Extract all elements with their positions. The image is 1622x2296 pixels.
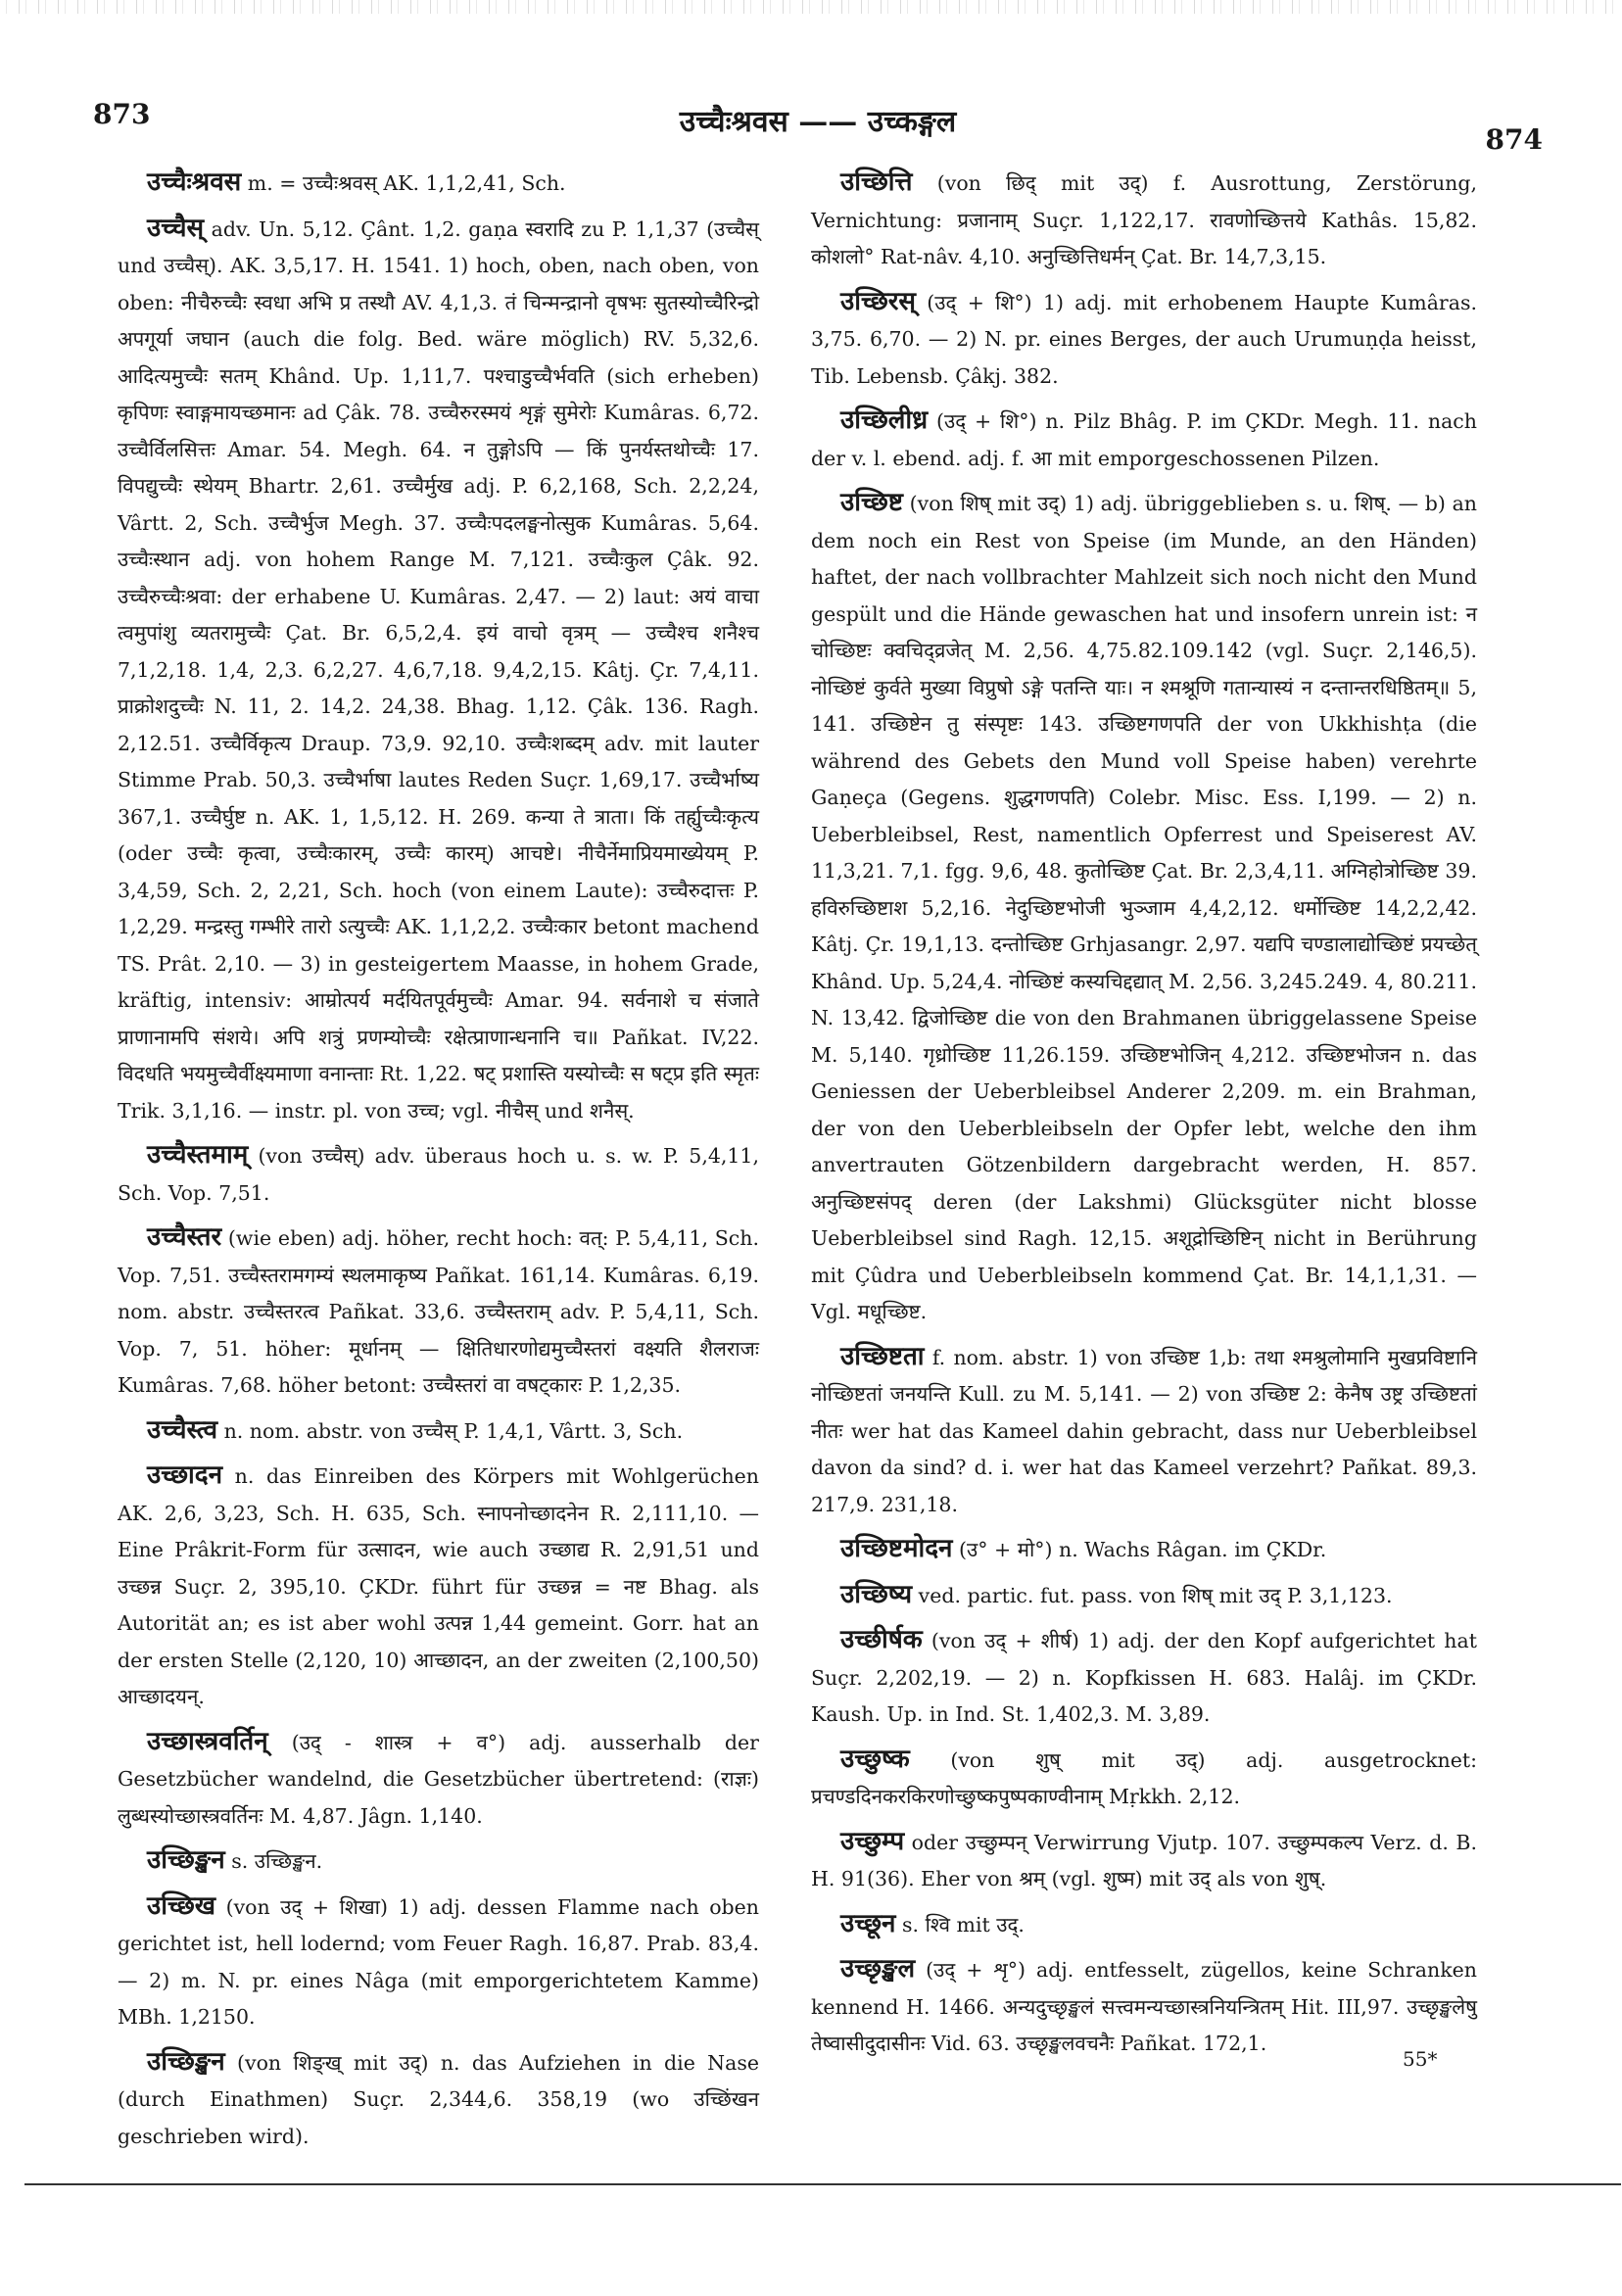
entry-headword: उच्छृङ्खल bbox=[840, 1954, 916, 1984]
dictionary-entry bbox=[811, 1339, 1477, 1524]
dictionary-entry bbox=[118, 1889, 759, 2036]
entry-headword: उच्चैःश्रवस bbox=[147, 167, 242, 197]
entry-headword: उच्छिष्य bbox=[840, 1579, 913, 1609]
dictionary-entry bbox=[118, 1842, 759, 1881]
dictionary-entry bbox=[811, 1824, 1477, 1898]
dictionary-entry bbox=[118, 1458, 759, 1716]
entry-headword: उच्छून bbox=[840, 1908, 896, 1938]
scan-artifact-strip bbox=[0, 0, 1622, 14]
entry-definition: (उद् + शृ°) adj. entfesselt, zügellos, keine Schranken kennend H. 1466. अन्यदुच्छृङ्खलं सत्त्वमन्यच्छास्त्रनियन्त्रितम् Hit. III,97. उच्छृङ्खलेषु तेष्वासीदुदासीनः Vid. 63. उच्छृङ्खलवचनैः Pañkat. 172,1. bbox=[811, 1958, 1477, 2055]
entry-headword: उच्छित्ति bbox=[840, 167, 913, 197]
entry-headword: उच्छिङ्खन bbox=[147, 1845, 225, 1875]
entry-definition: (उद् - शास्त्र + व°) adj. ausserhalb der Gesetzbücher wandelnd, die Gesetzbücher übertretend: (राज्ञः) लुब्धस्योच्छास्त्रवर्तिनः M. 4,87. Jâgn. 1,140. bbox=[118, 1730, 759, 1828]
page-header bbox=[93, 94, 1543, 156]
running-head: उच्चैःश्रवस —— उच्कङ्गल bbox=[679, 105, 957, 139]
entry-headword: उच्चैस् bbox=[147, 213, 205, 243]
entry-headword: उच्छिष्टता bbox=[840, 1341, 925, 1371]
entry-headword: उच्छिख bbox=[147, 1890, 216, 1921]
entry-definition: (von शुष् mit उद्) adj. ausgetrocknet: प्रचण्डदिनकरकिरणोच्छुष्कपुष्पकाण्वीनाम् Mṛkkh. 2,12. bbox=[811, 1747, 1477, 1808]
right-page-number: 874 bbox=[1485, 123, 1543, 156]
entry-definition: s. श्वि mit उद्. bbox=[902, 1912, 1025, 1937]
dictionary-entry bbox=[118, 1724, 759, 1836]
entry-headword: उच्चैस्त्व bbox=[147, 1414, 218, 1445]
entry-headword: उच्छीर्षक bbox=[840, 1625, 923, 1654]
entry-definition: (von उद् + शिखा) 1) adj. dessen Flamme nach oben gerichtet ist, hell lodernd; vom Feuer Ragh. 16,87. Prab. 83,4. — 2) m. N. pr. eines Nâga (mit emporgerichtetem Kamme) MBh. 1,2150. bbox=[118, 1894, 759, 2029]
dictionary-entry bbox=[811, 1531, 1477, 1569]
entry-definition: (उ° + मो°) n. Wachs Râgan. im ÇKDr. bbox=[959, 1538, 1327, 1561]
entry-headword: उच्छिङ्खन bbox=[147, 2046, 225, 2077]
entry-headword: उच्छिलीध्र bbox=[840, 406, 929, 435]
entry-definition: n. das Einreiben des Körpers mit Wohlgerüchen AK. 2,6, 3,23, Sch. H. 635, Sch. स्नापनोच्छादनेन R. 2,111,10. — Eine Prâkrit-Form für उत्सादन, wie auch उच्छाद्य R. 2,91,51 und उच्छन्न Suçr. 2, 395,10. ÇKDr. führt für उच्छन्न = नष्ट Bhag. als Autorität an; es ist aber wohl उत्पन्न 1,44 gemeint. Gorr. hat an der ersten Stelle (2,120, 10) आच्छादन, an der zweiten (2,100,50) आच्छादयन्. bbox=[118, 1464, 759, 1708]
signature-mark: 55* bbox=[1403, 2047, 1438, 2071]
dictionary-entry bbox=[118, 2044, 759, 2156]
entry-definition: oder उच्छुम्पन् Verwirrung Vjutp. 107. उच्छुम्पकल्प Verz. d. B. H. 91(36). Eher von श्रम् (vgl. शुष्म) mit उद् als von शुष्. bbox=[811, 1830, 1477, 1890]
dictionary-entry bbox=[811, 284, 1477, 396]
entry-definition: ved. partic. fut. pass. von शिष् mit उद् P. 3,1,123. bbox=[918, 1583, 1393, 1607]
entry-definition: (von उद् + शीर्ष) 1) adj. der den Kopf aufgerichtet hat Suçr. 2,202,19. — 2) n. Kopfkissen H. 683. Halâj. im ÇKDr. Kaush. Up. in Ind. St. 1,402,3. M. 3,89. bbox=[811, 1629, 1477, 1726]
entry-definition: (उद् + शि°) 1) adj. mit erhobenem Haupte Kumâras. 3,75. 6,70. — 2) N. pr. eines Berges, der auch Urumuṇḍa heisst, Tib. Lebensb. Çâkj. 382. bbox=[811, 290, 1477, 388]
entry-definition: (von छिद् mit उद्) f. Ausrottung, Zerstörung, Vernichtung: प्रजानाम् Suçr. 1,122,17. रावणोच्छित्तये Kathâs. 15,82. कोशलो° Rat-nâv. 4,10. अनुच्छित्तिधर्मन् Çat. Br. 14,7,3,15. bbox=[811, 171, 1477, 268]
entry-headword: उच्छिष्टमोदन bbox=[840, 1534, 953, 1563]
dictionary-entry bbox=[118, 1412, 759, 1451]
entry-headword: उच्छिरस् bbox=[840, 286, 916, 316]
dictionary-entry bbox=[811, 485, 1477, 1331]
entry-definition: s. उच्छिङ्खन. bbox=[231, 1849, 323, 1873]
entry-definition: (von शिष् mit उद्) 1) adj. übriggeblieben s. u. शिष्. — b) an dem noch ein Rest von Speise (im Munde, an den Händen) haftet, der nach vollbrachter Mahlzeit sich noch nicht den Mund gespült und die Hände gewaschen hat und insofern unrein ist: न चोच्छिष्टः क्वचिद्व्रजेत् M. 2,56. 4,75.82.109.142 (vgl. Suçr. 2,146,5). नोच्छिष्टं कुर्वते मुख्या विप्रुषो ऽङ्गे पतन्ति याः। न श्मश्रूणि गतान्यास्यं न दन्तान्तरधिष्ठितम्॥ 5, 141. उच्छिष्टेन तु संस्पृष्टः 143. उच्छिष्टगणपति der von Ukkhishṭa (die während des Gebets den Mund voll Speise haben) verehrte Gaṇeça (Gegens. शुद्धगणपति) Colebr. Misc. Ess. I,199. — 2) n. Ueberbleibsel, Rest, namentlich Opferrest und Speiserest AV. 11,3,21. 7,1. fgg. 9,6, 48. कुतोच्छिष्ट Çat. Br. 2,3,4,11. अग्निहोत्रोच्छिष्ट 39. हविरुच्छिष्टाश 5,2,16. नेदुच्छिष्टभोजी भुञ्जाम 4,4,2,12. धर्मोच्छिष्ट 14,2,2,42. Kâtj. Çr. 19,1,13. दन्तोच्छिष्ट Grhjasangr. 2,97. यद्यपि चण्डालाद्योच्छिष्टं प्रयच्छेत् Khând. Up. 5,24,4. नोच्छिष्टं कस्यचिद्दद्यात् M. 2,56. 3,245.249. 4, 80.211. N. 13,42. द्विजोच्छिष्ट die von den Brahmanen übriggelassene Speise M. 5,140. गृध्रोच्छिष्ट 11,26.159. उच्छिष्टभोजिन् 4,212. उच्छिष्टभोजन n. das Geniessen der Ueberbleibsel Anderer 2,209. m. ein Brahman, der von den Ueberbleibseln der Opfer lebt, welche den ihm anvertrauten Götzenbildern dargebracht werden, H. 857. अनुच्छिष्टसंपद् deren (der Lakshmi) Glücksgüter nicht blosse Ueberbleibsel sind Ragh. 12,15. अशूद्रोच्छिष्टिन् nicht in Berührung mit Çûdra und Ueberbleibseln kommend Çat. Br. 14,1,1,31. — Vgl. मधूच्छिष्ट. bbox=[811, 492, 1477, 1323]
entry-definition: m. = उच्चैःश्रवस् AK. 1,1,2,41, Sch. bbox=[247, 171, 566, 195]
entry-definition: (von उच्चैस्) adv. überaus hoch u. s. w. P. 5,4,11, Sch. Vop. 7,51. bbox=[118, 1144, 759, 1205]
entry-headword: उच्छादन bbox=[147, 1460, 223, 1490]
dictionary-entry bbox=[811, 165, 1477, 276]
entry-headword: उच्चैस्तर bbox=[147, 1222, 222, 1252]
dictionary-entry bbox=[118, 211, 759, 1130]
entry-headword: उच्चैस्तमाम् bbox=[147, 1140, 249, 1170]
entry-headword: उच्छास्त्रवर्तिन् bbox=[147, 1726, 268, 1756]
dictionary-entry bbox=[811, 403, 1477, 477]
dictionary-entry bbox=[811, 1742, 1477, 1816]
entry-definition: (उद् + शि°) n. Pilz Bhâg. P. im ÇKDr. Megh. 11. nach der v. l. ebend. adj. f. आ mit emporgeschossenen Pilzen. bbox=[811, 409, 1477, 470]
dictionary-entry bbox=[118, 165, 759, 203]
left-column bbox=[118, 165, 759, 2163]
dictionary-entry bbox=[811, 1906, 1477, 1944]
bottom-rule bbox=[24, 2183, 1621, 2185]
entry-definition: f. nom. abstr. 1) von उच्छिष्ट 1,b: तथा श्मश्रुलोमानि मुखप्रविष्टानि नोच्छिष्टतां जनयन्ति Kull. zu M. 5,141. — 2) von उच्छिष्ट 2: केनैष उष्ट्र उच्छिष्टतां नीतः wer hat das Kameel dahin gebracht, dass nur Ueberbleibsel davon da sind? d. i. wer hat das Kameel verzehrt? Pañkat. 89,3. 217,9. 231,18. bbox=[811, 1345, 1477, 1516]
entry-headword: उच्छिष्ट bbox=[840, 488, 903, 517]
entry-definition: (wie eben) adj. höher, recht hoch: वत्: P. 5,4,11, Sch. Vop. 7,51. उच्चैस्तरामगम्यं स्थलमाकृष्य Pañkat. 161,14. Kumâras. 6,19. nom. abstr. उच्चैस्तरत्व Pañkat. 33,6. उच्चैस्तराम् adv. P. 5,4,11, Sch. Vop. 7, 51. höher: मूर्धानम् — क्षितिधारणोद्यमुच्चैस्तरां वक्ष्यति शैलराजः Kumâras. 7,68. höher betont: उच्चैस्तरां वा वषट्कारः P. 1,2,35. bbox=[118, 1226, 759, 1397]
dictionary-entry bbox=[118, 1220, 759, 1405]
left-page-number: 873 bbox=[93, 98, 151, 130]
entry-definition: n. nom. abstr. von उच्चैस् P. 1,4,1, Vârtt. 3, Sch. bbox=[223, 1418, 684, 1443]
entry-headword: उच्छुष्क bbox=[840, 1744, 910, 1774]
entry-definition: (von शिङ्ख् mit उद्) n. das Aufziehen in die Nase (durch Einathmen) Suçr. 2,344,6. 358,19 (wo उच्छिंखन geschrieben wird). bbox=[118, 2050, 759, 2148]
dictionary-entry bbox=[811, 1577, 1477, 1615]
dictionary-entry bbox=[811, 1951, 1477, 2063]
dictionary-entry bbox=[811, 1622, 1477, 1734]
dictionary-entry bbox=[118, 1137, 759, 1212]
entry-definition: adv. Un. 5,12. Çânt. 1,2. gaṇa स्वरादि zu P. 1,1,37 (उच्चैस् und उच्चैस्). AK. 3,5,17. H. 1541. 1) hoch, oben, nach oben, von oben: नीचैरुच्चैः स्वधा अभि प्र तस्थौ AV. 4,1,3. तं चिन्मन्द्रानो वृषभः सुतस्योच्चैरिन्द्रो अपगूर्या जघान (auch die folg. Bed. wäre möglich) RV. 5,32,6. आदित्यमुच्चैः सतम् Khând. Up. 1,11,7. पश्चाडुच्चैर्भवति (sich erheben) कृपिणः स्वाङ्गमायच्छमानः ad Çâk. 78. उच्चैरुरस्मयं शृङ्गं सुमेरोः Kumâras. 6,72. उच्चैर्विलसित्तः Amar. 54. Megh. 64. न तुङ्गोऽपि — किं पुनर्यस्तथोच्चैः 17. विपद्युच्चैः स्थेयम् Bhartr. 2,61. उच्चैर्मुख adj. P. 6,2,168, Sch. 2,2,24, Vârtt. 2, Sch. उच्चैर्भुज Megh. 37. उच्चैःपदलङ्घनोत्सुक Kumâras. 5,64. उच्चैःस्थान adj. von hohem Range M. 7,121. उच्चैःकुल Çâk. 92. उच्चैरुच्चैःश्रवा: der erhabene U. Kumâras. 2,47. — 2) laut: अयं वाचा त्वमुपांशु व्यतरामुच्चैः Çat. Br. 6,5,2,4. इयं वाचो वृत्रम् — उच्चैश्च शनैश्च 7,1,2,18. 1,4, 2,3. 6,2,27. 4,6,7,18. 9,4,2,15. Kâtj. Çr. 7,4,11. प्राक्रोशदुच्चैः N. 11, 2. 14,2. 24,38. Bhag. 1,12. Çâk. 136. Ragh. 2,12.51. उच्चैर्विकृत्य Draup. 73,9. 92,10. उच्चैःशब्दम् adv. mit lauter Stimme Prab. 50,3. उच्चैर्भाषा lautes Reden Suçr. 1,69,17. उच्चैर्भाष्य 367,1. उच्चैर्घुष्ट n. AK. 1, 1,5,12. H. 269. कन्या ते त्राता। किं तर्ह्युच्चैःकृत्य (oder उच्चैः कृत्वा, उच्चैःकारम्, उच्चैः कारम्) आचष्टे। नीचैर्नेमाप्रियमाख्येयम् P. 3,4,59, Sch. 2, 2,21, Sch. hoch (von einem Laute): उच्चैरुदात्तः P. 1,2,29. मन्द्रस्तु गम्भीरे तारो ऽत्युच्चैः AK. 1,1,2,2. उच्चैःकार betont machend TS. Prât. 2,10. — 3) in gesteigertem Maasse, in hohem Grade, kräftig, intensiv: आम्रोत्पर्य मर्दयितपूर्वमुच्चैः Amar. 94. सर्वनाशे च संजाते प्राणानामपि संशये। अपि शत्रुं प्रणम्योच्चैः रक्षेत्प्राणान्धनानि च॥ Pañkat. IV,22. विदधति भयमुच्चैर्वीक्ष्यमाणा वनान्ताः Rt. 1,22. षट् प्रशास्ति यस्योच्चैः स षट्प्र इति स्मृतः Trik. 3,1,16. — instr. pl. von उच्च; vgl. नीचैस् und शनैस्. bbox=[118, 216, 759, 1123]
entry-headword: उच्छुम्प bbox=[840, 1826, 905, 1856]
right-column bbox=[811, 165, 1477, 2071]
